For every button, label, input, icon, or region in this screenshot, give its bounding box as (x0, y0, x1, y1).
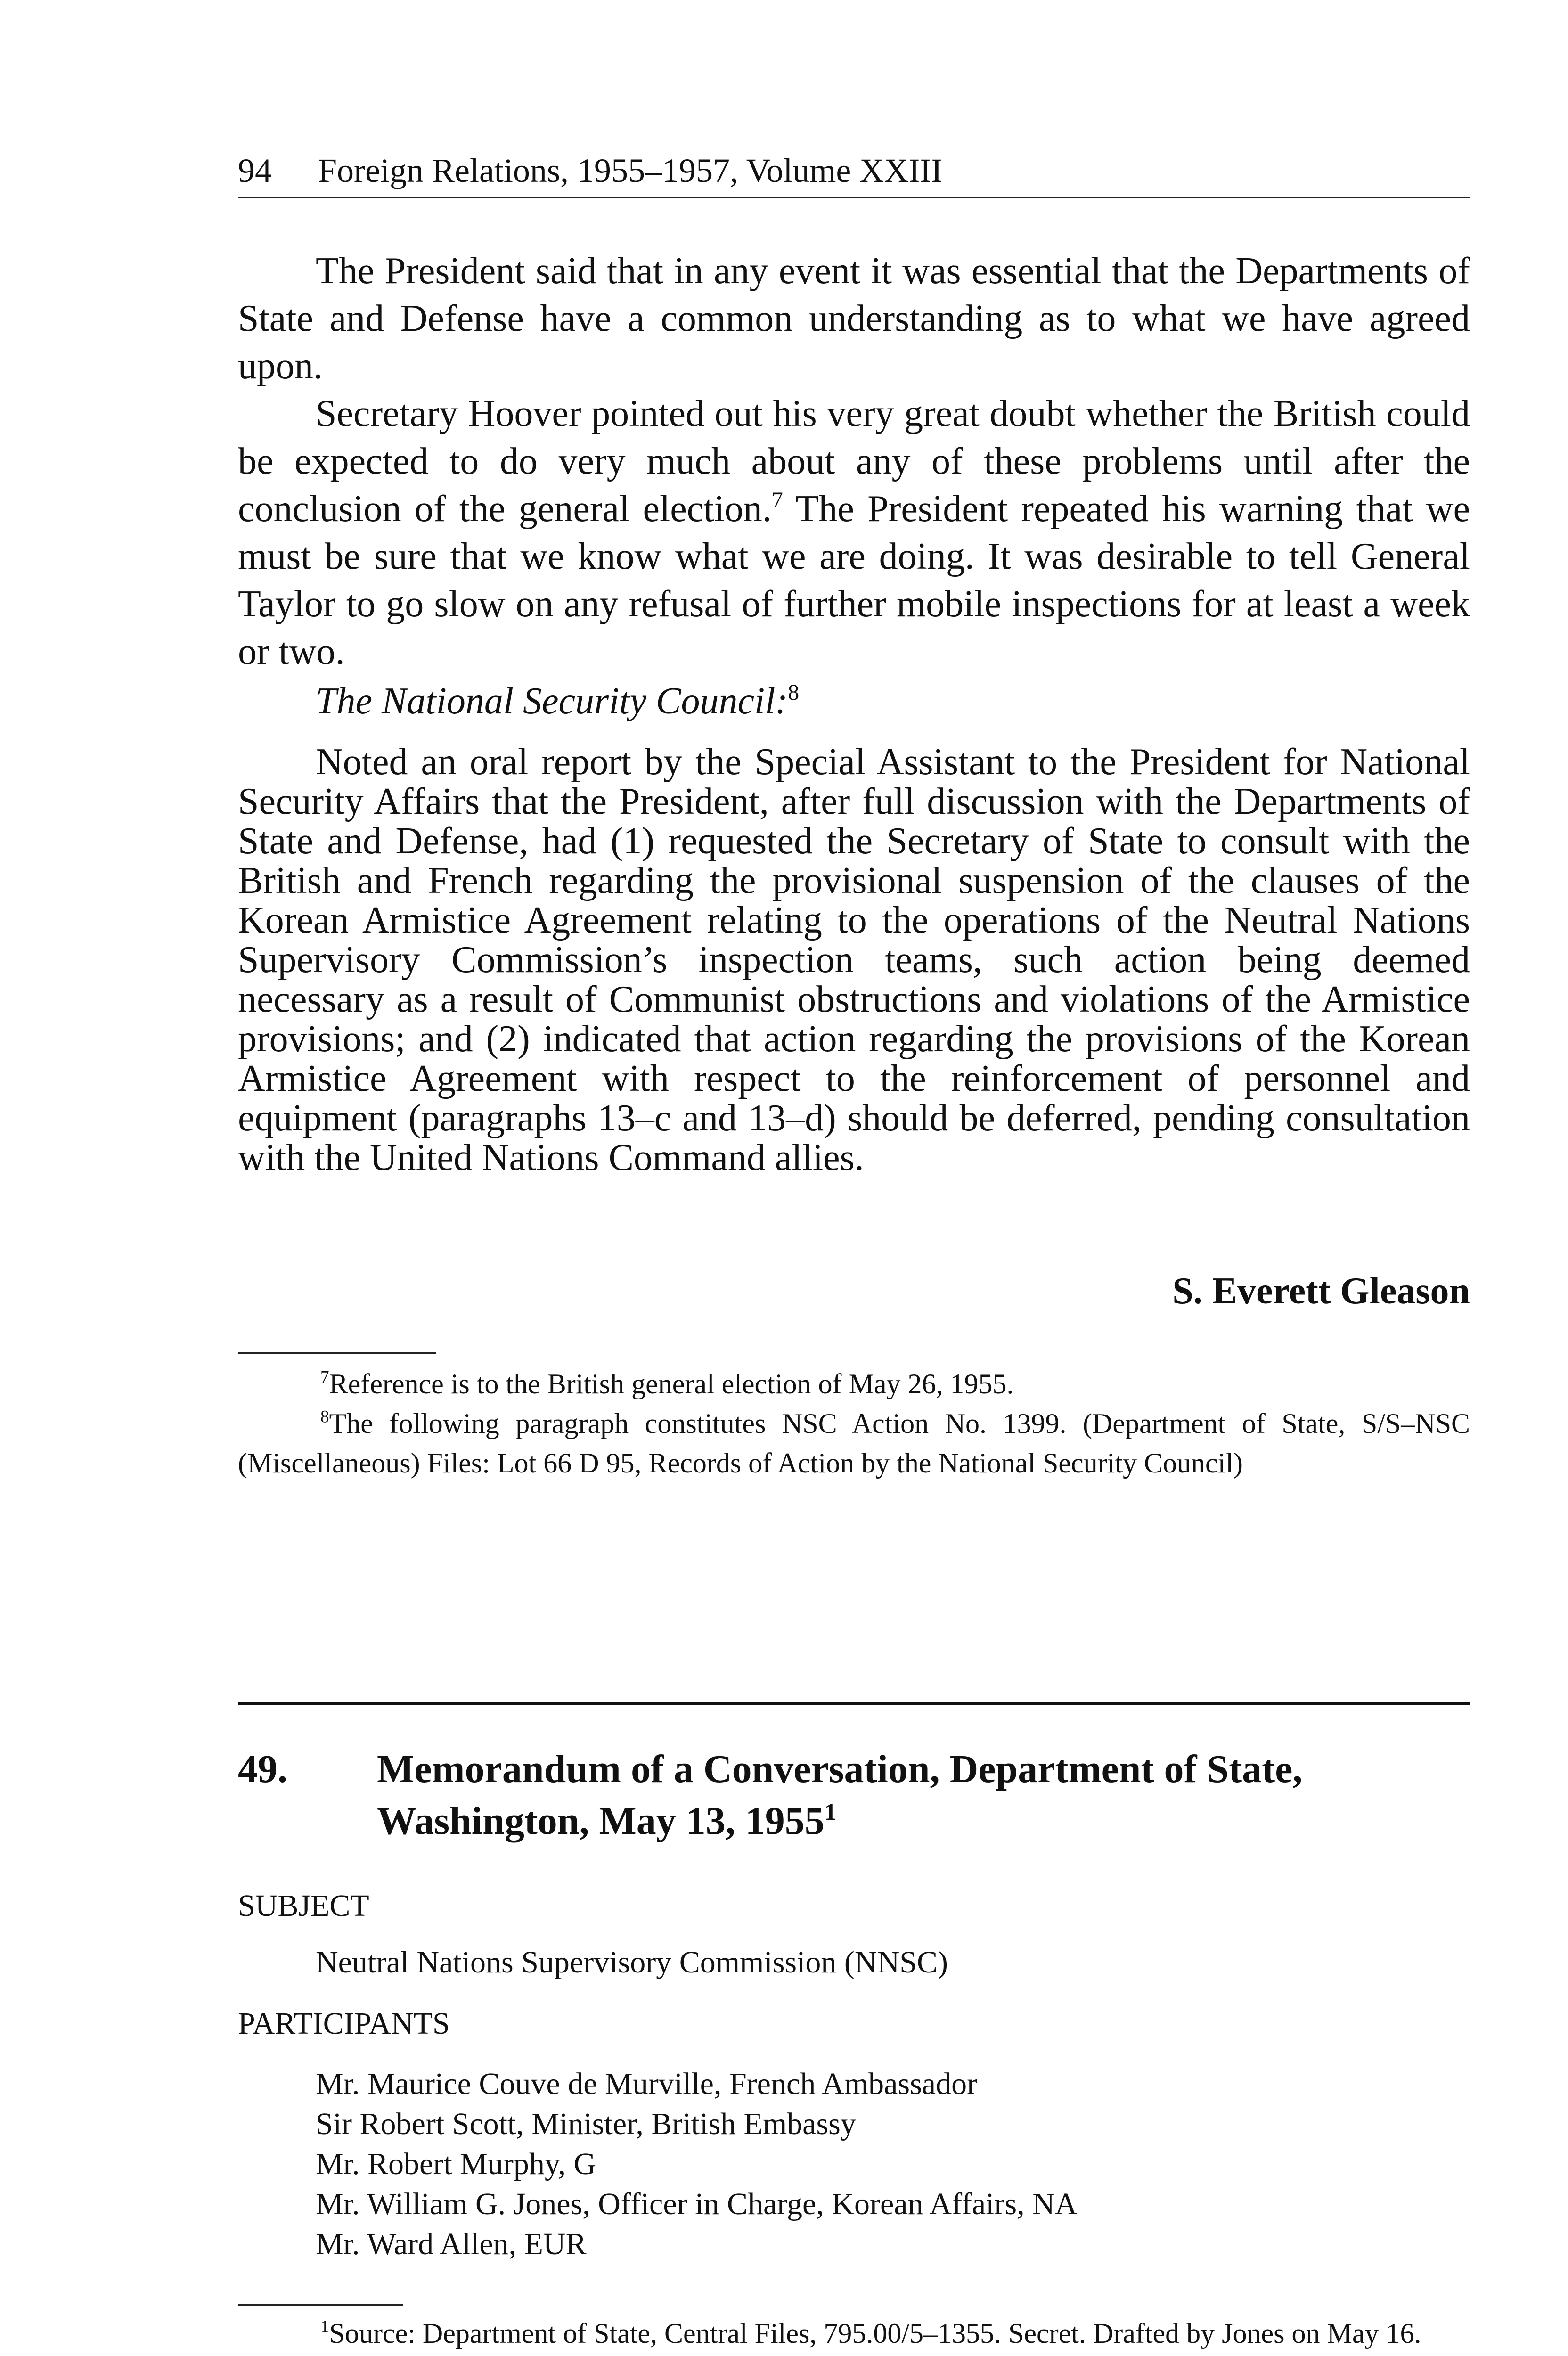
section-divider-rule (238, 1702, 1470, 1705)
paragraph-president-statement: The President said that in any event it was essential that the Departments of State and Defense have a common understanding as to what we have agreed upon. (238, 250, 1470, 387)
footnote-7-text: Reference is to the British general election of May 26, 1955. (329, 1368, 1014, 1399)
footnote-1-text: Source: Department of State, Central Files, 795.00/5–1355. Secret. Drafted by Jones on May 16. (329, 2318, 1421, 2349)
paragraph-hoover-doubt (238, 390, 1470, 676)
participants-label: PARTICIPANTS (238, 2006, 450, 2041)
footnote-8-number: 8 (320, 1407, 329, 1427)
running-head-rule (238, 197, 1470, 198)
running-head (238, 147, 1470, 194)
footnote-ref-8: 8 (788, 680, 800, 705)
page-number: 94 (238, 152, 272, 189)
paragraph-hoover-text-2: The President repeated his warning that we must be sure that we know what we are doing. It was desirable to tell General Taylor to go slow on any refusal of further mobile inspections for at least a week or two. (238, 488, 1470, 672)
signature: S. Everett Gleason (1172, 1270, 1470, 1312)
document-number: 49. (238, 1747, 287, 1791)
nsc-label-text: The National Security Council: (316, 680, 788, 722)
running-head-title: Foreign Relations, 1955–1957, Volume XXIII (318, 152, 943, 189)
footnote-7-number: 7 (320, 1367, 329, 1387)
footnote-rule-top (238, 1352, 436, 1354)
footnote-rule-bottom (238, 2304, 403, 2306)
participant-item: Sir Robert Scott, Minister, British Embassy (316, 2107, 856, 2141)
footnote-ref-1: 1 (824, 1798, 837, 1825)
footnote-1 (238, 2314, 1470, 2353)
body-text-nsc-action (238, 742, 1470, 1178)
subject-value: Neutral Nations Supervisory Commission (NNSC) (316, 1945, 948, 1980)
footnote-1-number: 1 (320, 2317, 329, 2337)
subject-label: SUBJECT (238, 1889, 369, 1923)
participants-list (316, 2064, 1077, 2264)
footnotes-bottom (238, 2314, 1470, 2353)
participant-item: Mr. William G. Jones, Officer in Charge, Korean Affairs, NA (316, 2187, 1078, 2221)
footnote-ref-7: 7 (771, 488, 783, 513)
participant-item: Mr. Ward Allen, EUR (316, 2227, 587, 2261)
nsc-label (316, 678, 799, 725)
document-title-text: Memorandum of a Conversation, Department of State, Washington, May 13, 1955 (377, 1747, 1303, 1843)
paragraph-nsc-action: Noted an oral report by the Special Assistant to the President for National Security Affairs that the President, after full discussion with the Departments of State and Defense, had (1) requested the Secretary of State to consult with the British and French regarding the provisional suspension of the clauses of the Korean Armistice Agreement relating to the operations of the Neutral Nations Supervisory Commission’s inspection teams, such action being deemed necessary as a result of Communist obstructions and violations of the Armistice provisions; and (2) indicated that action regarding the provisions of the Korean Armistice Agreement with respect to the reinforcement of personnel and equipment (paragraphs 13–c and 13–d) should be deferred, pending consultation with the United Nations Command allies. (238, 741, 1470, 1178)
footnote-7 (238, 1364, 1470, 1404)
participant-item: Mr. Maurice Couve de Murville, French Ambassador (316, 2067, 978, 2101)
footnote-8 (238, 1404, 1470, 1483)
footnotes-top (238, 1364, 1470, 1483)
participant-item: Mr. Robert Murphy, G (316, 2147, 596, 2181)
footnote-8-text: The following paragraph constitutes NSC Action No. 1399. (Department of State, S/S–NSC (Miscellaneous) Files: Lot 66 D 95, Records of Action by the National Security Council) (238, 1408, 1470, 1479)
paragraph-hoover-text-1: Secretary Hoover pointed out his very great doubt whether the British could be expected to do very much about any of these problems until after the conclusion of the general election. (238, 393, 1470, 530)
document-title (377, 1743, 1470, 1847)
body-text-upper (238, 247, 1470, 676)
